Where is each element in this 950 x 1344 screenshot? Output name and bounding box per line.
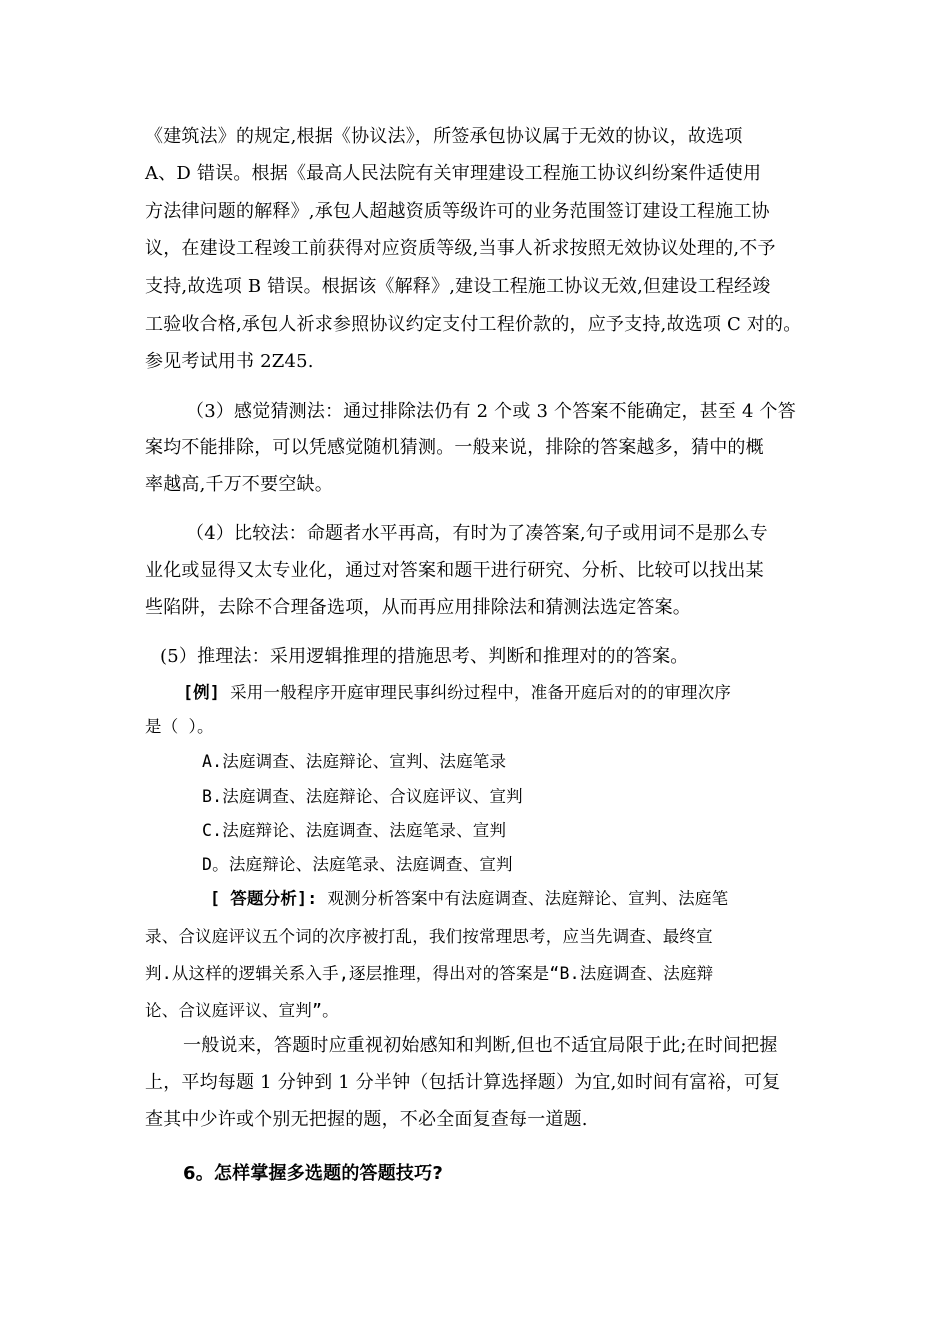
body-text-line: 工验收合格,承包人祈求参照协议约定支付工程价款的，应予支持,故选项 C 对的。	[145, 314, 802, 335]
body-text-line: 一般说来，答题时应重视初始感知和判断,但也不适宜局限于此;在时间把握	[183, 1035, 778, 1056]
analysis-line: 录、合议庭评议五个词的次序被打乱，我们按常理思考，应当先调查、最终宣	[145, 927, 713, 946]
option-c: C.法庭辩论、法庭调查、法庭笔录、宣判	[202, 821, 507, 840]
body-text-line: 方法律问题的解释》,承包人超越资质等级许可的业务范围签订建设工程施工协	[145, 201, 770, 222]
option-b: B.法庭调查、法庭辩论、合议庭评议、宣判	[202, 787, 523, 806]
analysis-text: 观测分析答案中有法庭调查、法庭辩论、宣判、法庭笔	[327, 889, 729, 908]
body-text-line: 《建筑法》的规定,根据《协议法》，所签承包协议属于无效的协议，故选项	[145, 126, 743, 147]
body-text-line: （4）比较法：命题者水平再高，有时为了凑答案,句子或用词不是那么专	[186, 523, 768, 544]
body-text-line: 查其中少许或个别无把握的题，不必全面复查每一道题.	[145, 1109, 588, 1130]
body-text-line: 上，平均每题 1 分钟到 1 分半钟（包括计算选择题）为宜,如时间有富裕，可复	[145, 1072, 781, 1093]
option-d: D。法庭辩论、法庭笔录、法庭调查、宣判	[202, 855, 513, 874]
analysis-line: 论、合议庭评议、宣判”。	[145, 1001, 339, 1020]
body-text-line: （3）感觉猜测法：通过排除法仍有 2 个或 3 个答案不能确定，甚至 4 个答	[186, 401, 796, 422]
example-question: 采用一般程序开庭审理民事纠纷过程中，准备开庭后对的的审理次序	[230, 683, 732, 702]
body-text-line: 业化或显得又太专业化，通过对答案和题干进行研究、分析、比较可以找出某	[145, 560, 764, 581]
analysis-block	[210, 887, 728, 911]
section-heading: 6。怎样掌握多选题的答题技巧?	[183, 1163, 443, 1184]
body-text-line: (5）推理法：采用逻辑推理的措施思考、判断和推理对的的答案。	[160, 646, 689, 667]
analysis-line: 判.从这样的逻辑关系入手,逐层推理，得出对的答案是“B.法庭调查、法庭辩	[145, 964, 714, 983]
example-block	[183, 681, 731, 705]
analysis-label: [ 答题分析]:	[210, 889, 318, 908]
body-text-line: 些陷阱，去除不合理备选项，从而再应用排除法和猜测法选定答案。	[145, 597, 691, 618]
example-question-line: 是（ ）。	[145, 717, 214, 736]
body-text-line: A、D 错误。根据《最高人民法院有关审理建设工程施工协议纠纷案件适使用	[145, 163, 762, 184]
body-text-line: 案均不能排除，可以凭感觉随机猜测。一般来说，排除的答案越多，猜中的概	[145, 437, 764, 458]
body-text-line: 议，在建设工程竣工前获得对应资质等级,当事人祈求按照无效协议处理的,不予	[145, 238, 776, 259]
body-text-line: 参见考试用书 2Z45.	[145, 351, 314, 372]
body-text-line: 率越高,千万不要空缺。	[145, 474, 333, 495]
example-label: [例]	[183, 683, 220, 702]
body-text-line: 支持,故选项 B 错误。根据该《解释》,建设工程施工协议无效,但建设工程经竣	[145, 276, 771, 297]
option-a: A.法庭调查、法庭辩论、宣判、法庭笔录	[202, 752, 507, 771]
